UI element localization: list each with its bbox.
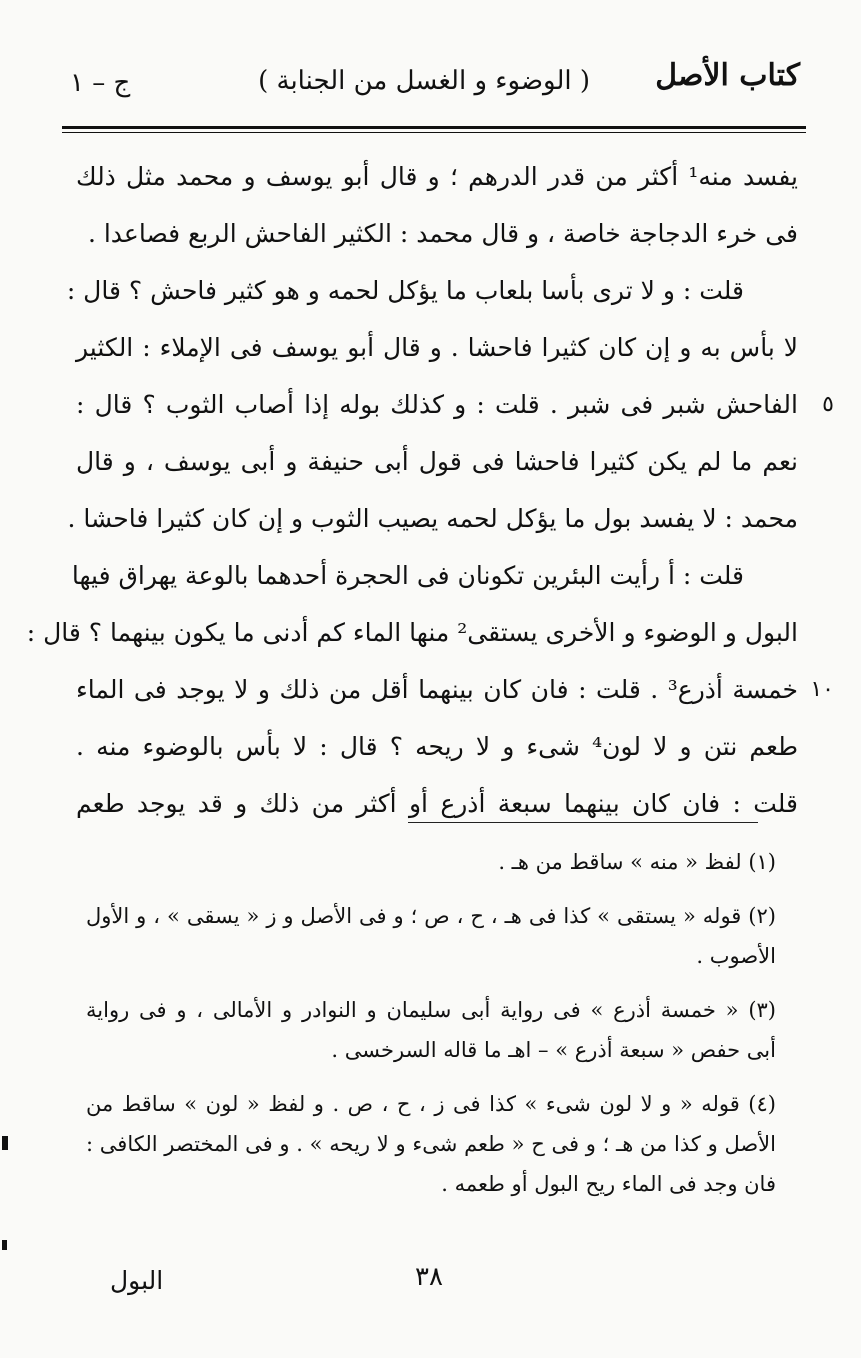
line-number-10: ١٠: [810, 677, 834, 702]
footnote-line: (٣) « خمسة أذرع » فى رواية أبى سليمان و النوادر و الأمالى ، و فى رواية: [86, 998, 776, 1022]
chapter-title: ( الوضوء و الغسل من الجنابة ): [258, 66, 590, 96]
text-line: قلت : و لا ترى بأسا بلعاب ما يؤكل لحمه و هو كثير فاحش ؟ قال :: [66, 276, 744, 305]
footnote-4: [86, 1084, 776, 1204]
page-number: ٣٨: [415, 1262, 443, 1292]
text-line: لا بأس به و إن كان كثيرا فاحشا . و قال أبو يوسف فى الإملاء : الكثير: [76, 333, 798, 362]
footnote-line: أبى حفص « سبعة أذرع » – اهـ ما قاله السرخسى .: [331, 1038, 776, 1062]
page-footer: [110, 1262, 800, 1302]
text-line: نعم ما لم يكن كثيرا فاحشا فى قول أبى حنيفة و أبى يوسف ، و قال: [76, 447, 798, 476]
footnote-line: (١) لفظ « منه » ساقط من هـ .: [498, 850, 776, 874]
footnote-line: (٢) قوله « يستقى » كذا فى هـ ، ح ، ص ؛ و فى الأصل و ز « يسقى » ، و الأول: [86, 904, 776, 928]
main-text: [26, 148, 834, 832]
footnote-rule: [408, 822, 758, 823]
footnotes: [86, 842, 776, 1218]
footnote-line: (٤) قوله « و لا لون شىء » كذا فى ز ، ح ، ص . و لفظ « لون » ساقط من: [86, 1092, 776, 1116]
running-header: [70, 58, 800, 116]
scan-speck: [2, 1136, 8, 1150]
text-line: قلت : فان كان بينهما سبعة أذرع أو أكثر من ذلك و قد يوجد طعم: [76, 789, 798, 818]
footnote-line: الأصل و كذا من هـ ؛ و فى ح « طعم شىء و لا ريحه » . و فى المختصر الكافى :: [86, 1132, 776, 1156]
line-number-5: ٥: [822, 392, 834, 417]
footnote-1: [86, 842, 776, 882]
header-rule-thick: [62, 126, 806, 129]
text-line-10: [76, 661, 834, 718]
text-line-content: خمسة أذرع³ . قلت : فان كان بينهما أقل من ذلك و لا يوجد فى الماء: [76, 675, 798, 704]
scan-speck: [2, 1240, 7, 1250]
text-line: يفسد منه¹ أكثر من قدر الدرهم ؛ و قال أبو يوسف و محمد مثل ذلك: [76, 162, 798, 191]
footnote-line: الأصوب .: [696, 944, 776, 968]
header-rule-thin: [62, 132, 806, 133]
footnote-line: فان وجد فى الماء ريح البول أو طعمه .: [441, 1172, 776, 1196]
book-title: كتاب الأصل: [655, 58, 800, 93]
text-line: طعم نتن و لا لون⁴ شىء و لا ريحه ؟ قال : لا بأس بالوضوء منه .: [76, 732, 799, 761]
text-line-content: الفاحش شبر فى شبر . قلت : و كذلك بوله إذا أصاب الثوب ؟ قال :: [76, 390, 798, 419]
text-line: فى خرء الدجاجة خاصة ، و قال محمد : الكثير الفاحش الربع فصاعدا .: [87, 219, 798, 248]
text-line: البول و الوضوء و الأخرى يستقى² منها الماء كم أدنى ما يكون بينهما ؟ قال :: [26, 618, 798, 647]
footnote-3: [86, 990, 776, 1070]
volume-label: ج – ١: [70, 68, 131, 98]
text-line: محمد : لا يفسد بول ما يؤكل لحمه يصيب الثوب و إن كان كثيرا فاحشا .: [67, 504, 798, 533]
section-name: البول: [110, 1266, 164, 1295]
text-line: قلت : أ رأيت البئرين تكونان فى الحجرة أحدهما بالوعة يهراق فيها: [71, 561, 744, 590]
text-line-5: [76, 376, 834, 433]
footnote-2: [86, 896, 776, 976]
